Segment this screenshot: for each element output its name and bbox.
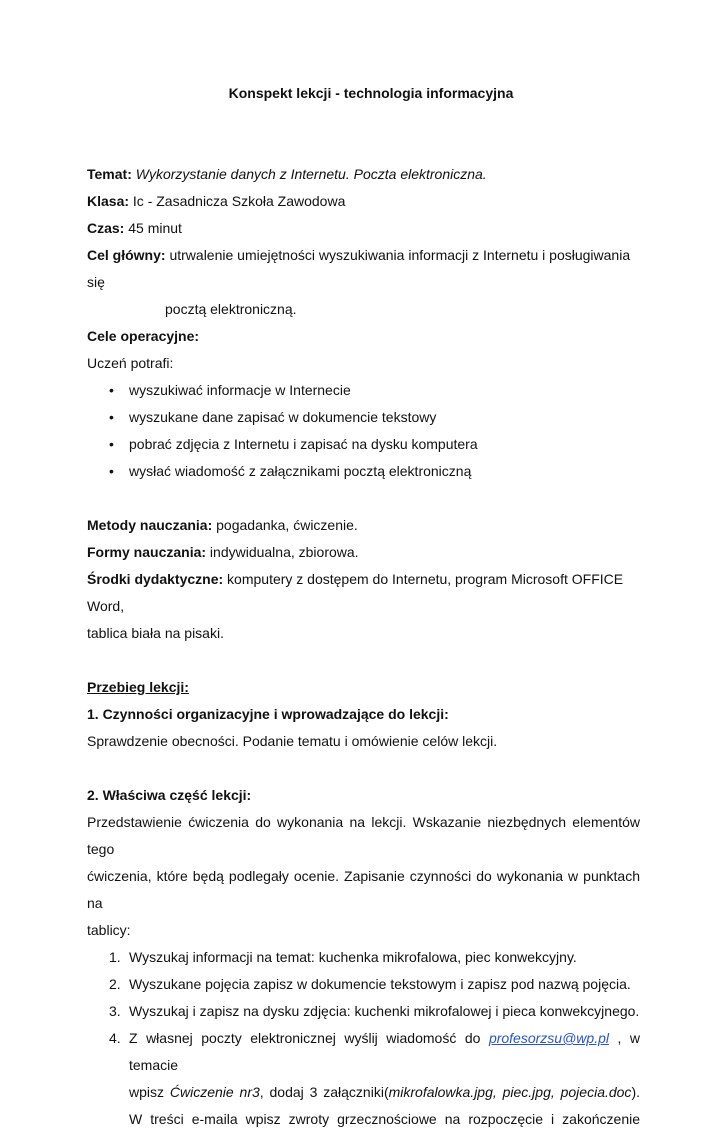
- step-text: Wyszukane pojęcia zapisz w dokumencie tekstowym i zapisz pod nazwą pojęcia.: [129, 976, 631, 992]
- cele-list: [87, 377, 640, 485]
- list-item: [109, 944, 640, 971]
- cele-operacyjne-label: [87, 323, 640, 350]
- sekcja2-heading-text: 2. Właściwa część lekcji:: [87, 787, 252, 803]
- czas-label: Czas:: [87, 220, 125, 236]
- cel-value-1: utrwalenie umiejętności wyszukiwania informacji z Internetu i posługiwania się: [87, 247, 631, 290]
- srodki-label: Środki dydaktyczne:: [87, 571, 224, 587]
- sekcja2-heading: [87, 782, 640, 809]
- step4-text-c: wpisz: [129, 1084, 165, 1100]
- cel-line: [87, 242, 640, 296]
- przebieg-heading: [87, 674, 640, 701]
- srodki-line: [87, 566, 640, 620]
- temat-value: Wykorzystanie danych z Internetu. Poczta elektroniczna.: [135, 166, 487, 182]
- step-text: Wyszukaj i zapisz na dysku zdjęcia: kuchenki mikrofalowej i pieca konwekcyjnego.: [129, 1003, 640, 1019]
- srodki-value-2: tablica biała na pisaki.: [87, 625, 224, 641]
- spacer: [87, 485, 640, 512]
- bullet-icon: •: [109, 409, 114, 425]
- email-link[interactable]: profesorzsu@wp.pl: [488, 1030, 609, 1046]
- step-text: Wyszukaj informacji na temat: kuchenka mikrofalowa, piec konwekcyjny.: [129, 949, 577, 965]
- przebieg-label: Przebieg lekcji:: [87, 679, 189, 695]
- step4-files: mikrofalowka.jpg, piec.jpg, pojecia.doc: [388, 1084, 632, 1100]
- spacer: [87, 647, 640, 674]
- list-item-text: wyszukane dane zapisać w dokumencie tekstowy: [129, 409, 437, 425]
- step4-text-d: , dodaj 3 załączniki(: [259, 1084, 389, 1100]
- klasa-label: Klasa:: [87, 193, 130, 209]
- list-item: [109, 404, 640, 431]
- list-item-text: wyszukiwać informacje w Internecie: [129, 382, 351, 398]
- metody-line: [87, 512, 640, 539]
- cel-value-2: pocztą elektroniczną.: [165, 301, 297, 317]
- formy-label: Formy nauczania:: [87, 544, 207, 560]
- list-item: [109, 1025, 640, 1133]
- temat-line: [87, 161, 640, 188]
- bullet-icon: •: [109, 382, 114, 398]
- sekcja1-heading: [87, 701, 640, 728]
- list-item: [109, 458, 640, 485]
- step4-text-e: ).: [631, 1084, 640, 1100]
- metody-value: pogadanka, ćwiczenie.: [216, 517, 358, 533]
- list-item: [109, 971, 640, 998]
- step4-text-b: , w temacie: [129, 1030, 641, 1073]
- step-number: 3.: [109, 1003, 121, 1019]
- step-number: 4.: [109, 1030, 121, 1046]
- cel-label: Cel główny:: [87, 247, 166, 263]
- step4-line2: [129, 1079, 640, 1106]
- temat-label: Temat:: [87, 166, 132, 182]
- czas-value: 45 minut: [128, 220, 182, 236]
- cele-intro: Uczeń potrafi:: [87, 355, 174, 371]
- klasa-value: Ic - Zasadnicza Szkoła Zawodowa: [132, 193, 346, 209]
- spacer: [87, 755, 640, 782]
- document-title: Konspekt lekcji - technologia informacyjna: [228, 85, 514, 101]
- bullet-icon: •: [109, 463, 114, 479]
- cele-operacyjne-heading: Cele operacyjne:: [87, 328, 200, 344]
- spacer: [87, 134, 640, 161]
- step4-line1: [129, 1025, 640, 1079]
- step-number: 2.: [109, 976, 121, 992]
- metody-label: Metody nauczania:: [87, 517, 213, 533]
- step4-text-a: Z własnej poczty elektronicznej wyślij wiadomość do: [129, 1030, 481, 1046]
- step4-subject: Ćwiczenie nr3: [169, 1084, 260, 1100]
- sekcja1-heading-text: 1. Czynności organizacyjne i wprowadzające do lekcji:: [87, 706, 449, 722]
- sekcja2-line1: Przedstawienie ćwiczenia do wykonania na lekcji. Wskazanie niezbędnych elementów tego: [87, 814, 640, 857]
- bullet-icon: •: [109, 436, 114, 452]
- list-item-text: pobrać zdjęcia z Internetu i zapisać na dysku komputera: [129, 436, 478, 452]
- steps-list: [87, 944, 640, 1133]
- step-number: 1.: [109, 949, 121, 965]
- sekcja2-line3: tablicy:: [87, 922, 131, 938]
- formy-value: indywidualna, zbiorowa.: [209, 544, 359, 560]
- sekcja1-text: Sprawdzenie obecności. Podanie tematu i omówienie celów lekcji.: [87, 733, 498, 749]
- list-item-text: wysłać wiadomość z załącznikami pocztą elektroniczną: [129, 463, 472, 479]
- list-item: [109, 998, 640, 1025]
- srodki-value-1: komputery z dostępem do Internetu, program Microsoft OFFICE Word,: [87, 571, 624, 614]
- formy-line: [87, 539, 640, 566]
- list-item: [109, 377, 640, 404]
- klasa-line: [87, 188, 640, 215]
- list-item: [109, 431, 640, 458]
- czas-line: [87, 215, 640, 242]
- step4-line3: W treści e-maila wpisz zwroty grzecznościowe na rozpoczęcie i zakończenie: [129, 1111, 640, 1127]
- sekcja2-line2: ćwiczenia, które będą podlegały ocenie. Zapisanie czynności do wykonania w punktach na: [87, 868, 640, 911]
